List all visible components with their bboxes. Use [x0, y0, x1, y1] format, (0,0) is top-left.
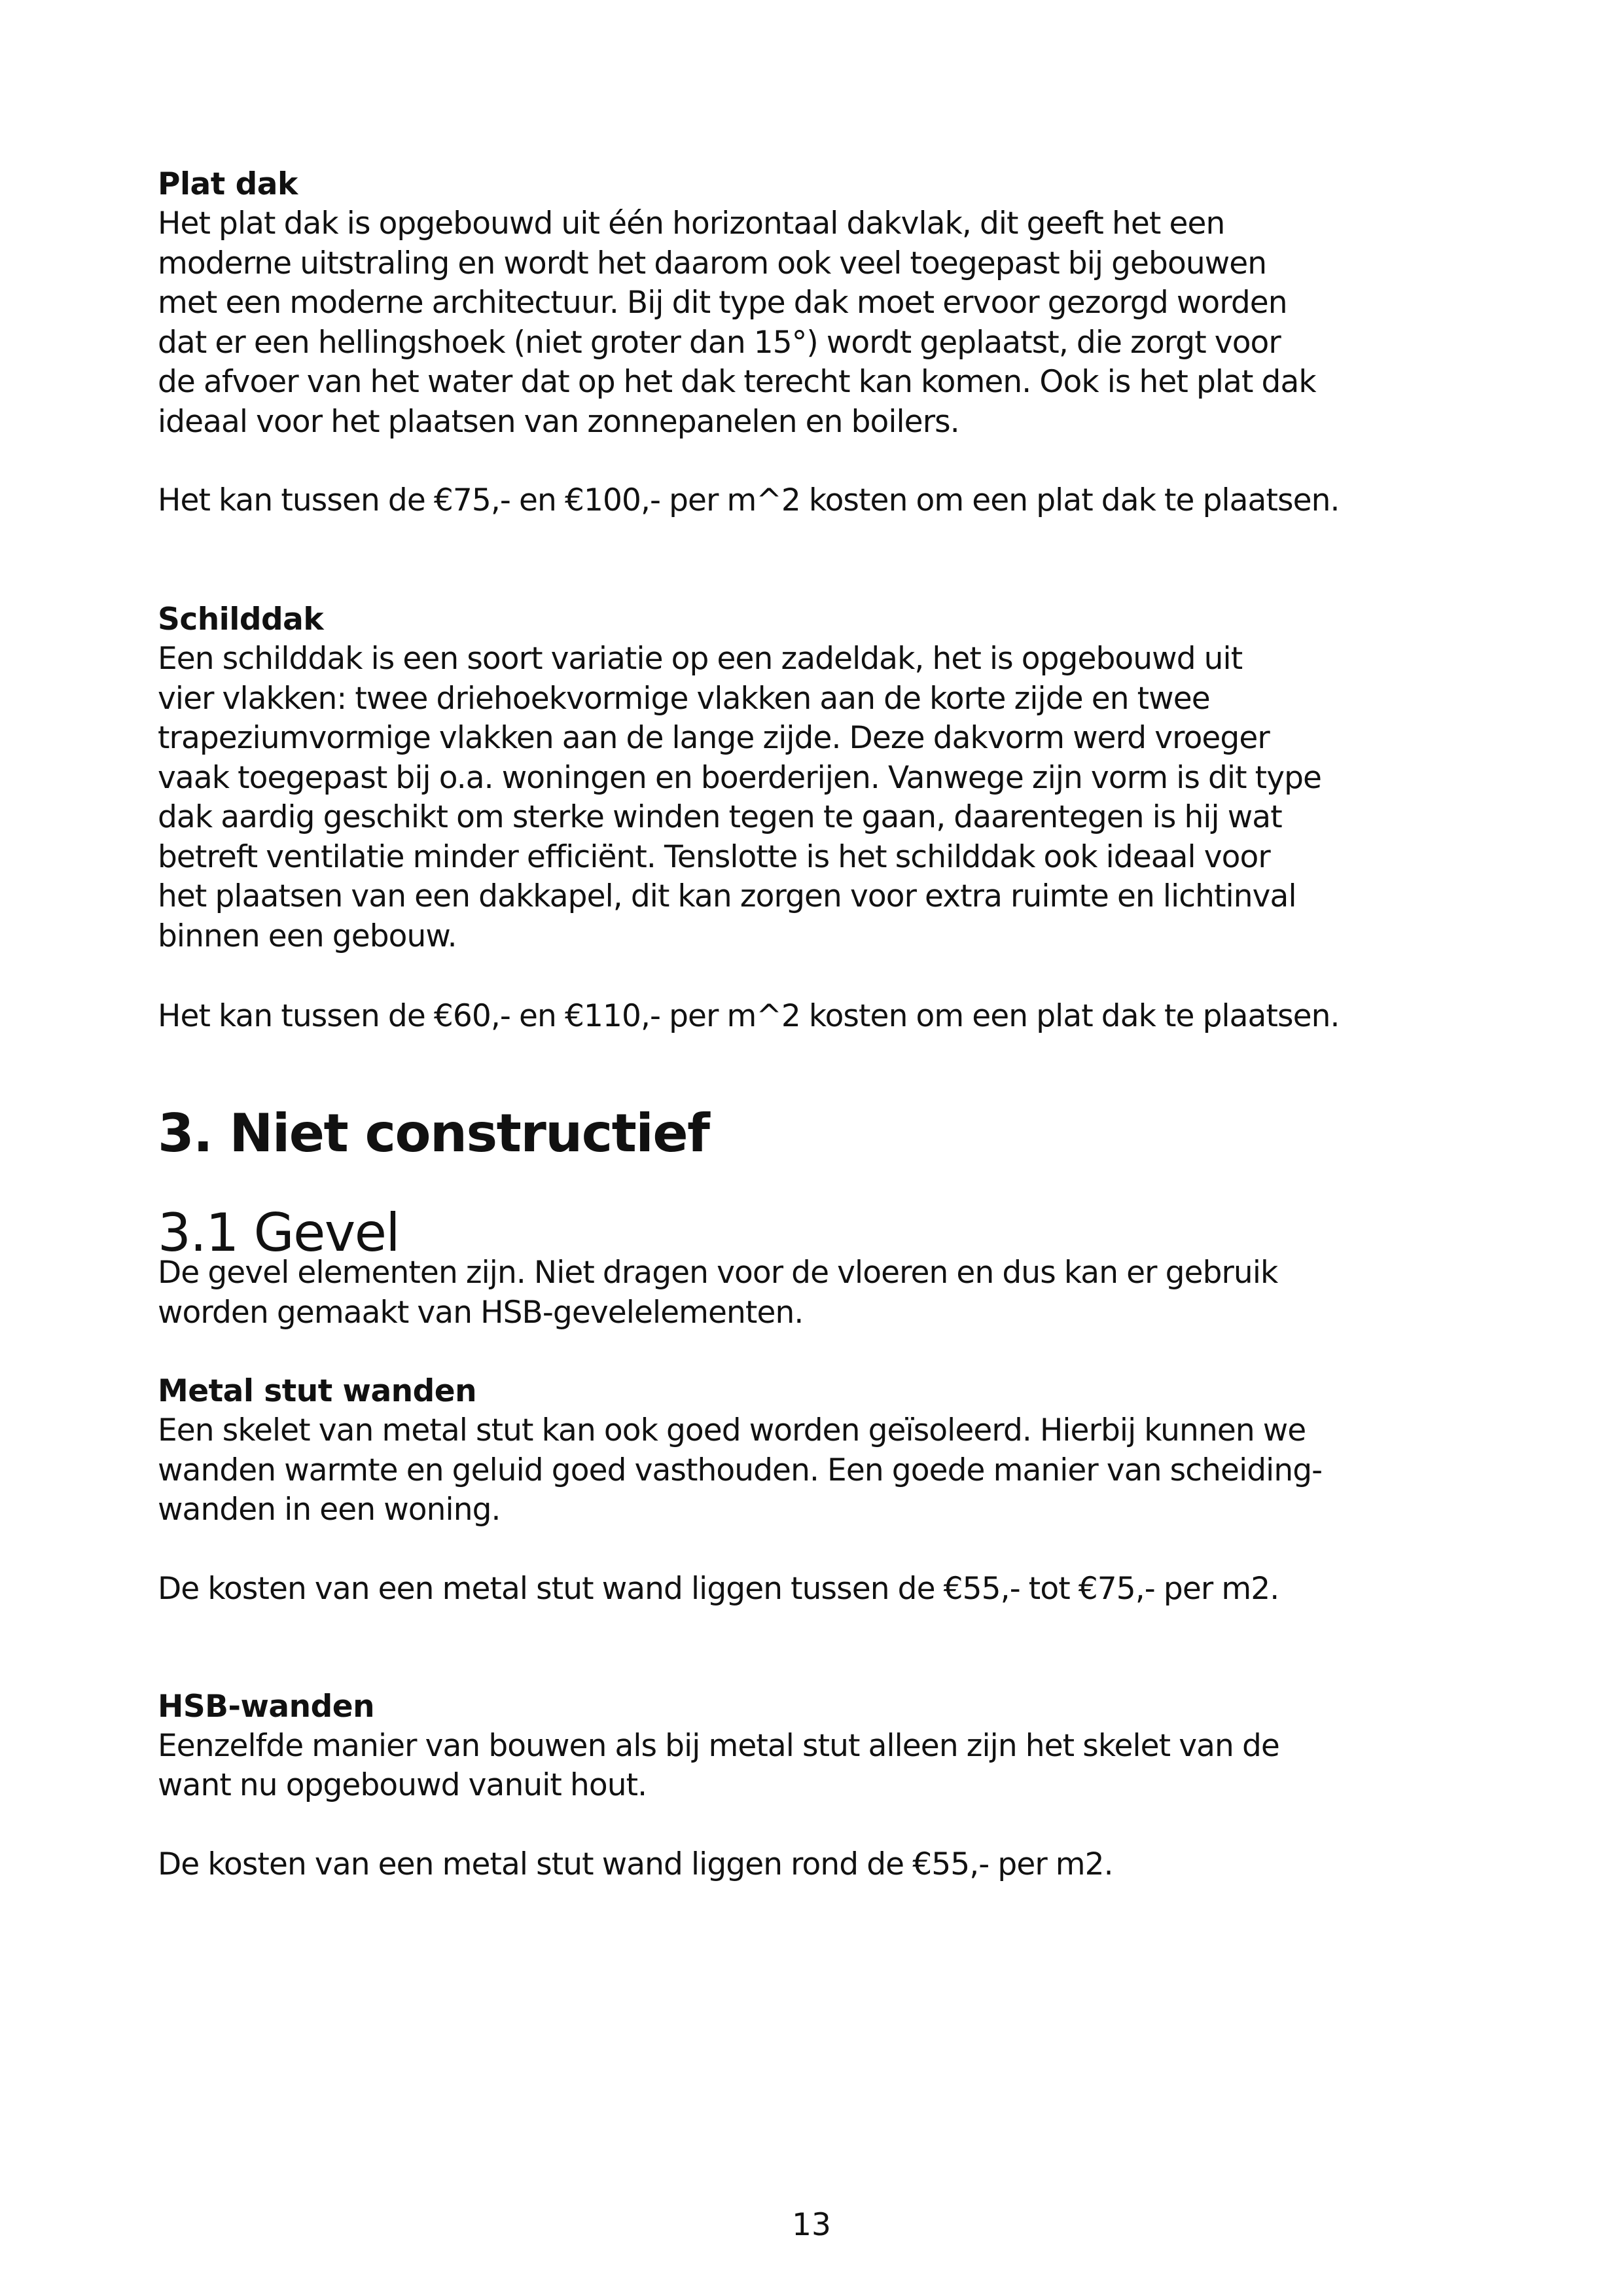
paragraph-schilddak [158, 639, 1486, 956]
price-metal-stut: De kosten van een metal stut wand liggen tussen de €55,- tot €75,- per m2. [158, 1570, 1279, 1607]
heading-schilddak: Schilddak [158, 601, 324, 637]
text-line: het plaatsen van een dakkapel, dit kan zorgen voor extra ruimte en lichtinval [158, 878, 1296, 914]
section-gevel [158, 1204, 1486, 1333]
heading-metal-stut: Metal stut wanden [158, 1373, 477, 1409]
page-number: 13 [792, 2207, 831, 2243]
price-hsb: De kosten van een metal stut wand liggen rond de €55,- per m2. [158, 1846, 1113, 1882]
text-line: ideaal voor het plaatsen van zonnepanelen en boilers. [158, 403, 959, 440]
paragraph-metal-stut [158, 1411, 1486, 1530]
text-line: Een skelet van metal stut kan ook goed worden geïsoleerd. Hierbij kunnen we [158, 1412, 1306, 1448]
text-line: want nu opgebouwd vanuit hout. [158, 1767, 647, 1803]
section-schilddak [158, 600, 1486, 1036]
text-line: met een moderne architectuur. Bij dit type dak moet ervoor gezorgd worden [158, 285, 1287, 321]
text-line: worden gemaakt van HSB-gevelelementen. [158, 1294, 804, 1331]
heading-hsb: HSB-wanden [158, 1688, 375, 1725]
text-line: de afvoer van het water dat op het dak terecht kan komen. Ook is het plat dak [158, 364, 1316, 400]
paragraph-plat-dak [158, 204, 1486, 442]
heading-gevel: 3.1 Gevel [158, 1202, 400, 1263]
text-line: vaak toegepast bij o.a. woningen en boerderijen. Vanwege zijn vorm is dit type [158, 759, 1322, 796]
text-line: binnen een gebouw. [158, 918, 457, 954]
paragraph-gevel [158, 1253, 1486, 1333]
text-line: Het plat dak is opgebouwd uit één horizontaal dakvlak, dit geeft het een [158, 206, 1225, 242]
text-line: Een schilddak is een soort variatie op een zadeldak, het is opgebouwd uit [158, 641, 1243, 677]
text-line: dat er een hellingshoek (niet groter dan 15°) wordt geplaatst, die zorgt voor [158, 324, 1281, 361]
text-line: trapeziumvormige vlakken aan de lange zijde. Deze dakvorm werd vroeger [158, 720, 1270, 756]
chapter-heading: 3. Niet constructief [158, 1103, 709, 1164]
text-line: Eenzelfde manier van bouwen als bij metal stut alleen zijn het skelet van de [158, 1727, 1279, 1764]
text-line: moderne uitstraling en wordt het daarom ook veel toegepast bij gebouwen [158, 245, 1267, 281]
price-schilddak: Het kan tussen de €60,- en €110,- per m^2 kosten om een plat dak te plaatsen. [158, 998, 1340, 1034]
text-line: wanden in een woning. [158, 1492, 501, 1528]
text-line: vier vlakken: twee driehoekvormige vlakken aan de korte zijde en twee [158, 680, 1210, 717]
text-line: wanden warmte en geluid goed vasthouden. Een goede manier van scheiding- [158, 1452, 1323, 1488]
text-line: dak aardig geschikt om sterke winden tegen te gaan, daarentegen is hij wat [158, 799, 1282, 835]
heading-plat-dak: Plat dak [158, 166, 298, 202]
section-plat-dak [158, 165, 1486, 520]
text-line: De gevel elementen zijn. Niet dragen voor de vloeren en dus kan er gebruik [158, 1255, 1278, 1291]
price-plat-dak: Het kan tussen de €75,- en €100,- per m^2 kosten om een plat dak te plaatsen. [158, 482, 1340, 518]
paragraph-hsb [158, 1727, 1486, 1806]
text-line: betreft ventilatie minder efficiënt. Tenslotte is het schilddak ook ideaal voor [158, 838, 1270, 875]
document-page [158, 165, 1486, 1884]
section-hsb [158, 1687, 1486, 1884]
section-metal-stut [158, 1372, 1486, 1609]
